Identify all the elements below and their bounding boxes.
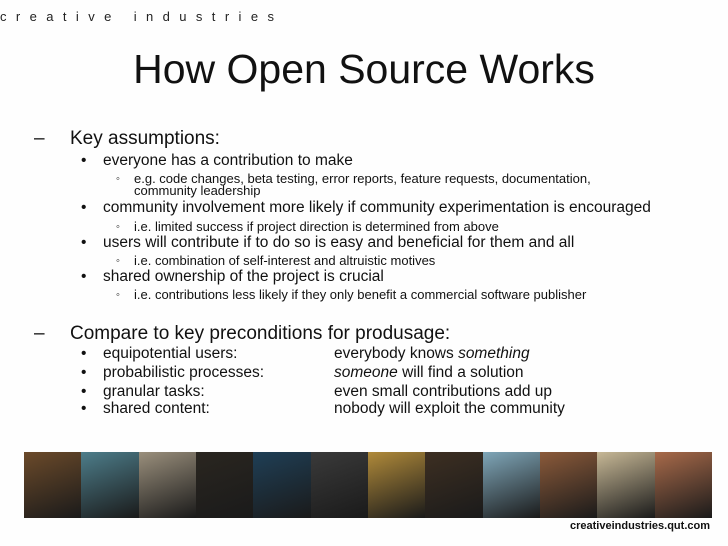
bullet: • [81, 345, 87, 362]
bullet: • [81, 400, 87, 417]
bullet: • [81, 152, 87, 169]
list-item-text: everyone has a contribution to make [103, 152, 353, 169]
description-text: even small contributions add up [334, 383, 552, 400]
section-heading-text: Compare to key preconditions for produsage: [70, 323, 451, 344]
description-text: nobody will exploit the community [334, 400, 565, 417]
sub-item-text: i.e. contributions less likely if they only benefit a commercial software publisher [134, 287, 587, 302]
precondition-label: shared content: [103, 400, 210, 417]
section-dash: – [34, 128, 45, 149]
photo-panel [483, 452, 540, 518]
list-item-text: users will contribute if to do so is easy and beneficial for them and all [103, 234, 575, 251]
bullet: • [81, 268, 87, 285]
precondition-description [334, 383, 552, 401]
precondition-description [334, 345, 530, 363]
photo-panel [139, 452, 196, 518]
description-text: will find a solution [397, 364, 524, 381]
sub-item-text: i.e. limited success if project direction is determined from above [134, 219, 499, 234]
sub-item-text: e.g. code changes, beta testing, error reports, feature requests, documentation, [134, 171, 591, 186]
description-emphasis: something [458, 345, 530, 362]
bullet: • [81, 199, 87, 216]
sub-item-text: community leadership [134, 183, 261, 198]
description-emphasis: someone [334, 364, 398, 381]
precondition-label: equipotential users: [103, 345, 238, 362]
sub-item-text: i.e. combination of self-interest and altruistic motives [134, 253, 436, 268]
photo-panel [24, 452, 81, 518]
precondition-description [334, 364, 524, 382]
sub-bullet: ◦ [116, 173, 120, 185]
brand-wordmark: creative industries [0, 9, 284, 24]
photo-panel [597, 452, 654, 518]
photo-panel [368, 452, 425, 518]
bullet: • [81, 364, 87, 381]
precondition-label: granular tasks: [103, 383, 205, 400]
list-item-text: shared ownership of the project is crucial [103, 268, 384, 285]
photo-panel [253, 452, 310, 518]
footer-url: creativeindustries.qut.com [570, 520, 710, 532]
precondition-description [334, 400, 565, 418]
photo-panel [540, 452, 597, 518]
list-item-text: community involvement more likely if community experimentation is encouraged [103, 199, 651, 216]
sub-bullet: ◦ [116, 221, 120, 233]
precondition-label: probabilistic processes: [103, 364, 265, 381]
photo-panel [425, 452, 482, 518]
description-text: everybody knows [334, 345, 459, 362]
bullet: • [81, 383, 87, 400]
section-heading-text: Key assumptions: [70, 128, 220, 149]
photo-strip [24, 452, 712, 518]
slide-title: How Open Source Works [133, 46, 595, 92]
section-dash: – [34, 323, 45, 344]
bullet: • [81, 234, 87, 251]
photo-panel [81, 452, 138, 518]
photo-panel [655, 452, 712, 518]
sub-bullet: ◦ [116, 289, 120, 301]
photo-panel [196, 452, 253, 518]
photo-panel [311, 452, 368, 518]
sub-bullet: ◦ [116, 255, 120, 267]
